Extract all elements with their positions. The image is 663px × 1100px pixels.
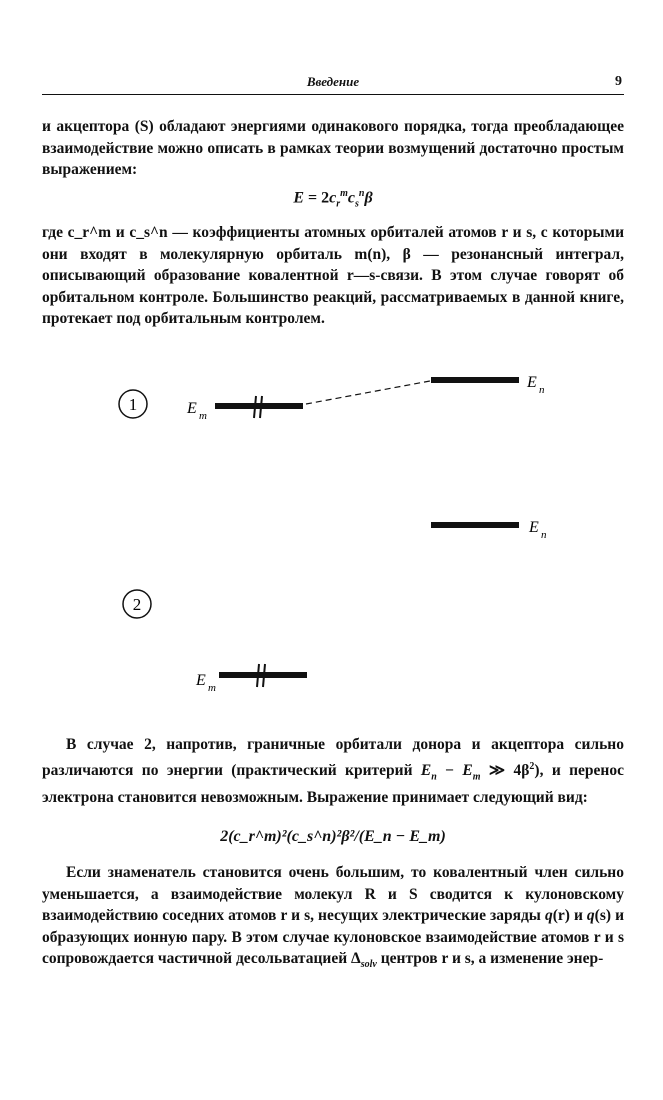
desolvation-sub: solv <box>360 959 377 971</box>
case-2-electron-down <box>263 664 265 687</box>
formula-1-eq: = 2 <box>303 189 330 207</box>
paragraph-4-text1: Если знаменатель становится очень большим, то ковалентный член сильно уменьшается, а взаимодействие молекул R и S сводится к кулоновскому взаимодействию соседних атомов r и s, несущих электрические заряды <box>42 864 624 924</box>
charge-q-r-arg: (r) <box>552 907 570 924</box>
case-1-en-sub: n <box>539 384 545 396</box>
formula-1-beta: β <box>364 189 373 207</box>
paragraph-3 <box>42 734 624 809</box>
charge-q-s: q <box>586 907 595 924</box>
case-1-em-label: E <box>187 400 197 417</box>
charge-q-s-arg: (s) <box>594 907 612 924</box>
case-2-em-sub: m <box>208 682 216 694</box>
paragraph-2: где c_r^m и c_s^n — коэффициенты атомных орбиталей атомов r и s, с которыми они входят в молекулярную орбиталь m(n), β — резонансный интеграл, описывающий образование ковалентной r—s-связи. В этом случае говорят об орбитальном контроле. Большинство реакций, рассматриваемых в данной книге, протекает под орбитальным контролем. <box>42 224 624 327</box>
case-1-electron-down <box>260 396 262 418</box>
paragraph-3-text2: ), и перенос электрона становится невозможным. Выражение принимает следующий вид: <box>42 761 624 807</box>
formula-1-lhs: E <box>293 189 304 207</box>
paragraph-3-text1: В случае 2, напротив, граничные орбитали донора и акцептора сильно различаются по энергии (практический критерий <box>42 736 624 779</box>
paragraph-4-and: и <box>569 907 587 924</box>
page-number: 9 <box>615 74 622 89</box>
paragraph-4 <box>42 862 624 976</box>
section-title: Введение <box>306 74 360 89</box>
formula-1 <box>42 188 624 210</box>
case-2-en-sub: n <box>541 529 547 541</box>
criterion-square: 2 <box>529 760 535 772</box>
case-1-electron-up <box>254 396 256 418</box>
formula-1-c2: c <box>347 189 356 207</box>
formula-1-c1-sub: r <box>336 198 341 210</box>
charge-q-r: q <box>544 907 553 924</box>
case-2-en-label: E <box>529 519 539 536</box>
formula-1-c2-sup: n <box>358 188 365 199</box>
case-2-en-level <box>431 522 519 528</box>
case-1-em-sub: m <box>199 410 207 422</box>
criterion-em-sub: m <box>472 770 481 782</box>
paragraph-1: и акцептора (S) обладают энергиями одинакового порядка, тогда преобладающее взаимодействие можно описать в рамках теории возмущений достаточно простым выражением: <box>42 118 624 178</box>
case-1-en-level <box>431 377 519 383</box>
formula-2: 2(c_r^m)²(c_s^n)²β²/(E_n − E_m) <box>220 828 446 845</box>
case-1-em-level <box>215 403 303 409</box>
case-2-label: 2 <box>132 595 142 614</box>
criterion-em: E <box>462 761 473 779</box>
running-header <box>42 74 624 94</box>
case-1-en-label: E <box>527 374 537 391</box>
formula-1-c1: c <box>329 189 337 207</box>
case-2-electron-up <box>257 664 259 687</box>
criterion-minus: − <box>436 761 463 779</box>
paragraph-4-text3: центров r и s, а изменение энер- <box>376 950 604 967</box>
case-1-interaction-line <box>306 381 430 404</box>
paragraph-4-text2: и образующих ионную пару. В этом случае кулоновское взаимодействие атомов r и s сопровождается частичной десольватацией Δ <box>42 907 624 967</box>
header-rule <box>42 94 624 95</box>
case-1-label: 1 <box>128 395 138 414</box>
formula-1-c2-sub: s <box>355 198 359 210</box>
case-2-em-label: E <box>196 672 206 689</box>
criterion-gg: ≫ 4β <box>480 761 530 779</box>
criterion-en-sub: n <box>431 770 437 782</box>
criterion-en: E <box>420 761 432 779</box>
formula-1-c1-sup: m <box>340 188 348 199</box>
orbital-diagram <box>0 355 663 705</box>
